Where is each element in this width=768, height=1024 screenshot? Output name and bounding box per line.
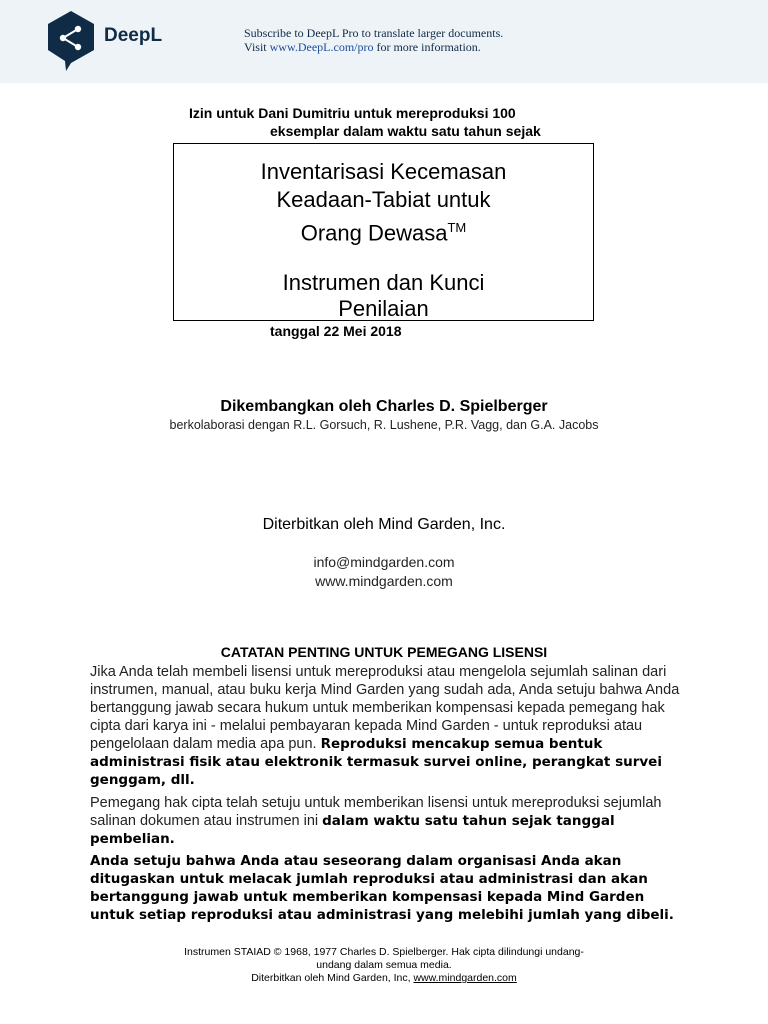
deepl-brand-name: DeepL (104, 25, 163, 46)
footer-website-link[interactable]: www.mindgarden.com (413, 972, 517, 984)
notice-p1-text: Jika Anda telah membeli lisensi untuk mereproduksi atau mengelola sejumlah salinan dari instrumen, manual, atau buku kerja Mind Garden yang sudah ada, Anda setuju bahwa Anda bertanggung jawab secara hukum untuk memberikan kompensasi kepada pemegang hak cipta dari karya ini - melalui pembayaran kepada Mind Garden - untuk reproduksi atau pengelolaan dalam media apa pun. (90, 664, 680, 752)
notice-p2-text: Pemegang hak cipta telah setuju untuk memberikan lisensi untuk mereproduksi sejumlah salinan dokumen atau instrumen ini (90, 795, 662, 829)
footer-publisher-text: Diterbitkan oleh Mind Garden, Inc, (251, 972, 414, 984)
publisher-email: info@mindgarden.com (313, 554, 455, 570)
notice-p3-bold: Anda setuju bahwa Anda atau seseorang dalam organisasi Anda akan ditugaskan untuk melacak jumlah reproduksi atau administrasi dan akan bertanggung jawab untuk memberikan kompensasi kepada Mind Garden untuk setiap reproduksi atau administrasi yang melebihi jumlah yang dibeli. (90, 853, 674, 923)
publisher-website: www.mindgarden.com (315, 573, 453, 589)
permission-line-1: Izin untuk Dani Dumitriu untuk mereproduksi 100 (189, 105, 516, 121)
title-line-5: Penilaian (338, 296, 429, 321)
trademark-mark: TM (447, 220, 467, 235)
title-box (173, 143, 594, 321)
title-adults: Orang Dewasa (300, 220, 448, 246)
footer-copyright-line-2: undang dalam semua media. (316, 959, 452, 971)
notice-paragraph-3 (90, 852, 680, 924)
footer-publisher-line (0, 972, 768, 985)
deepl-pro-link[interactable]: www.DeepL.com/pro (269, 40, 374, 54)
banner-message (244, 26, 503, 54)
publisher-heading: Diterbitkan oleh Mind Garden, Inc. (262, 516, 506, 533)
developer-heading: Dikembangkan oleh Charles D. Spielberger (220, 398, 548, 415)
title-line-3 (174, 214, 593, 247)
permission-line-3: tanggal 22 Mei 2018 (270, 323, 402, 339)
deepl-banner (0, 0, 768, 83)
footer-copyright-line-1: Instrumen STAIAD © 1968, 1977 Charles D. Spielberger. Hak cipta dilindungi undang- (184, 946, 584, 958)
title-line-2: Keadaan-Tabiat untuk (276, 187, 491, 212)
banner-line-1: Subscribe to DeepL Pro to translate larger documents. (244, 26, 504, 40)
banner-line-2 (244, 40, 503, 54)
notice-paragraph-1 (90, 663, 680, 789)
banner-info-text: for more information. (373, 40, 481, 54)
permission-line-2: eksemplar dalam waktu satu tahun sejak (270, 123, 541, 139)
title-line-4: Instrumen dan Kunci (282, 270, 485, 295)
notice-paragraph-2 (90, 794, 680, 848)
deepl-logo-icon (46, 10, 96, 72)
notice-p1-bold: Reproduksi mencakup semua bentuk administrasi fisik atau elektronik termasuk survei online, perangkat survei genggam, dll. (90, 736, 662, 788)
developer-collaborators: berkolaborasi dengan R.L. Gorsuch, R. Lushene, P.R. Vagg, dan G.A. Jacobs (169, 418, 599, 432)
title-line-1: Inventarisasi Kecemasan (260, 159, 507, 184)
notice-heading: CATATAN PENTING UNTUK PEMEGANG LISENSI (220, 644, 548, 660)
banner-visit-text: Visit (244, 40, 270, 54)
notice-p2-bold: dalam waktu satu tahun sejak tanggal pembelian. (90, 813, 615, 847)
